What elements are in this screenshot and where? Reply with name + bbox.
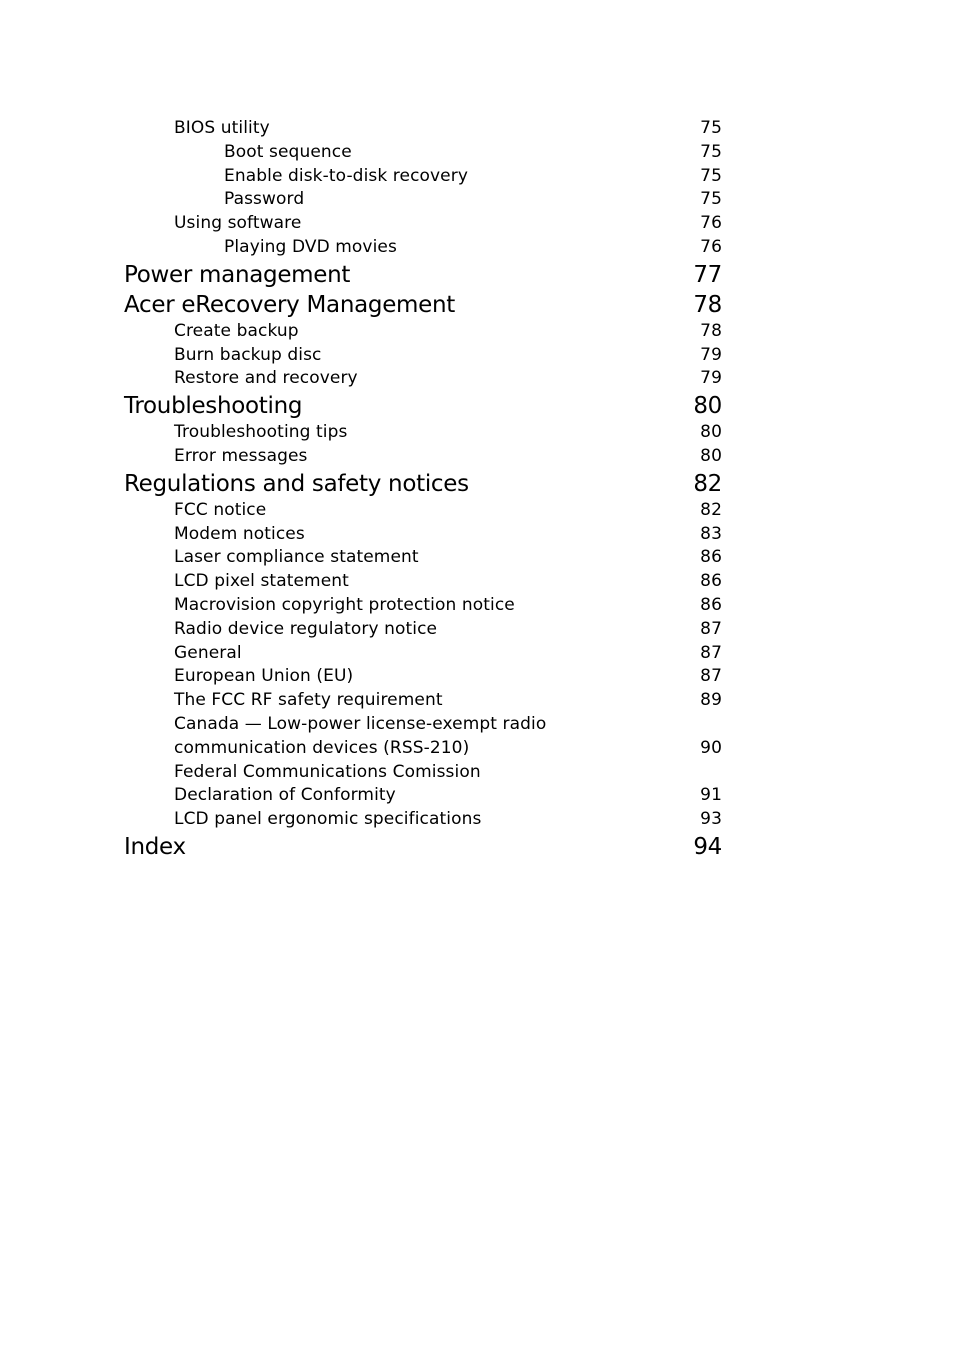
toc-entry-page: 79	[700, 368, 722, 389]
toc-entry-page: 75	[700, 165, 722, 186]
toc-entry-page: 91	[700, 785, 722, 806]
toc-entry-title: European Union (EU)	[174, 666, 354, 687]
toc-entry[interactable]	[124, 546, 722, 570]
toc-chapter-title: Troubleshooting	[124, 393, 303, 420]
toc-entry-page: 82	[700, 499, 722, 520]
toc-chapter[interactable]	[124, 832, 722, 862]
toc-entry-page: 86	[700, 594, 722, 615]
toc-entry-page: 75	[700, 118, 722, 138]
toc-entry-page: 86	[700, 571, 722, 592]
toc-entry-title: Using software	[174, 213, 302, 234]
toc-entry[interactable]	[124, 165, 722, 189]
toc-chapter[interactable]	[124, 391, 722, 421]
toc-entry[interactable]	[124, 689, 722, 713]
toc-entry-title: BIOS utility	[174, 118, 270, 138]
toc-entry-page: 75	[700, 141, 722, 162]
toc-entry-title: FCC notice	[174, 499, 267, 520]
toc-entry-title: LCD pixel statement	[174, 571, 349, 592]
toc-entry[interactable]	[124, 570, 722, 594]
toc-chapter-title: Power management	[124, 261, 351, 288]
toc-entry-title: Create backup	[174, 320, 299, 341]
toc-chapter-title: Regulations and safety notices	[124, 470, 469, 497]
toc-entry[interactable]	[124, 808, 722, 832]
toc-entry[interactable]	[124, 445, 722, 469]
toc-entry-title: Radio device regulatory notice	[174, 618, 438, 639]
toc-entry[interactable]	[124, 713, 722, 761]
toc-entry-page: 87	[700, 666, 722, 687]
toc-entry[interactable]	[124, 344, 722, 368]
toc-chapter[interactable]	[124, 290, 722, 320]
toc-entry-title: Troubleshooting tips	[174, 422, 348, 443]
toc-entry[interactable]	[124, 523, 722, 547]
toc-chapter-title: Acer eRecovery Management	[124, 291, 456, 318]
toc-entry-title: The FCC RF safety requirement	[174, 690, 443, 711]
toc-entry-title-line1: Canada — Low-power license-exempt radio	[174, 713, 547, 734]
toc-entry-page: 76	[700, 213, 722, 234]
toc-entry-title: Error messages	[174, 445, 308, 466]
toc-entry[interactable]	[124, 367, 722, 391]
toc-entry-title: General	[174, 642, 242, 663]
toc-entry[interactable]	[124, 761, 722, 809]
toc-entry-page: 86	[700, 547, 722, 568]
toc-entry-page: 76	[700, 236, 722, 257]
toc-entry[interactable]	[124, 141, 722, 165]
toc-entry[interactable]	[124, 594, 722, 618]
toc-entry-page: 80	[700, 422, 722, 443]
toc-entry[interactable]	[124, 618, 722, 642]
table-of-contents	[124, 117, 722, 862]
toc-chapter-page: 82	[693, 470, 722, 497]
toc-chapter-page: 80	[693, 393, 722, 420]
toc-entry-page: 80	[700, 445, 722, 466]
toc-entry-page: 79	[700, 344, 722, 365]
toc-entry[interactable]	[124, 665, 722, 689]
toc-entry[interactable]	[124, 117, 722, 141]
toc-entry-page: 78	[700, 320, 722, 341]
toc-entry-title: Playing DVD movies	[224, 236, 397, 257]
toc-entry[interactable]	[124, 642, 722, 666]
toc-entry-title: Enable disk-to-disk recovery	[224, 165, 468, 186]
toc-entry-title-line1: Federal Communications Comission	[174, 761, 481, 782]
toc-chapter[interactable]	[124, 469, 722, 499]
toc-entry[interactable]	[124, 499, 722, 523]
toc-entry-title: Modem notices	[174, 523, 305, 544]
toc-chapter-title: Index	[124, 833, 186, 860]
toc-entry-page: 87	[700, 618, 722, 639]
toc-entry-title-line2: communication devices (RSS-210)	[174, 737, 470, 758]
toc-entry-page: 75	[700, 189, 722, 210]
toc-chapter-page: 94	[693, 833, 722, 860]
toc-entry[interactable]	[124, 320, 722, 344]
toc-entry[interactable]	[124, 212, 722, 236]
toc-entry-page: 90	[700, 737, 722, 758]
toc-entry-page: 83	[700, 523, 722, 544]
toc-chapter[interactable]	[124, 260, 722, 290]
toc-entry-page: 87	[700, 642, 722, 663]
toc-entry-title: Boot sequence	[224, 141, 352, 162]
toc-entry[interactable]	[124, 421, 722, 445]
toc-entry[interactable]	[124, 236, 722, 260]
toc-entry-title-line2: Declaration of Conformity	[174, 785, 396, 806]
toc-entry-title: Burn backup disc	[174, 344, 322, 365]
toc-chapter-page: 78	[693, 291, 722, 318]
toc-chapter-page: 77	[693, 261, 722, 288]
toc-entry-page: 89	[700, 690, 722, 711]
toc-entry-title: Laser compliance statement	[174, 547, 419, 568]
toc-entry-title: Macrovision copyright protection notice	[174, 594, 515, 615]
toc-entry[interactable]	[124, 188, 722, 212]
toc-entry-title: Password	[224, 189, 305, 210]
toc-entry-title: LCD panel ergonomic specifications	[174, 809, 482, 830]
toc-entry-page: 93	[700, 809, 722, 830]
toc-entry-title: Restore and recovery	[174, 368, 358, 389]
